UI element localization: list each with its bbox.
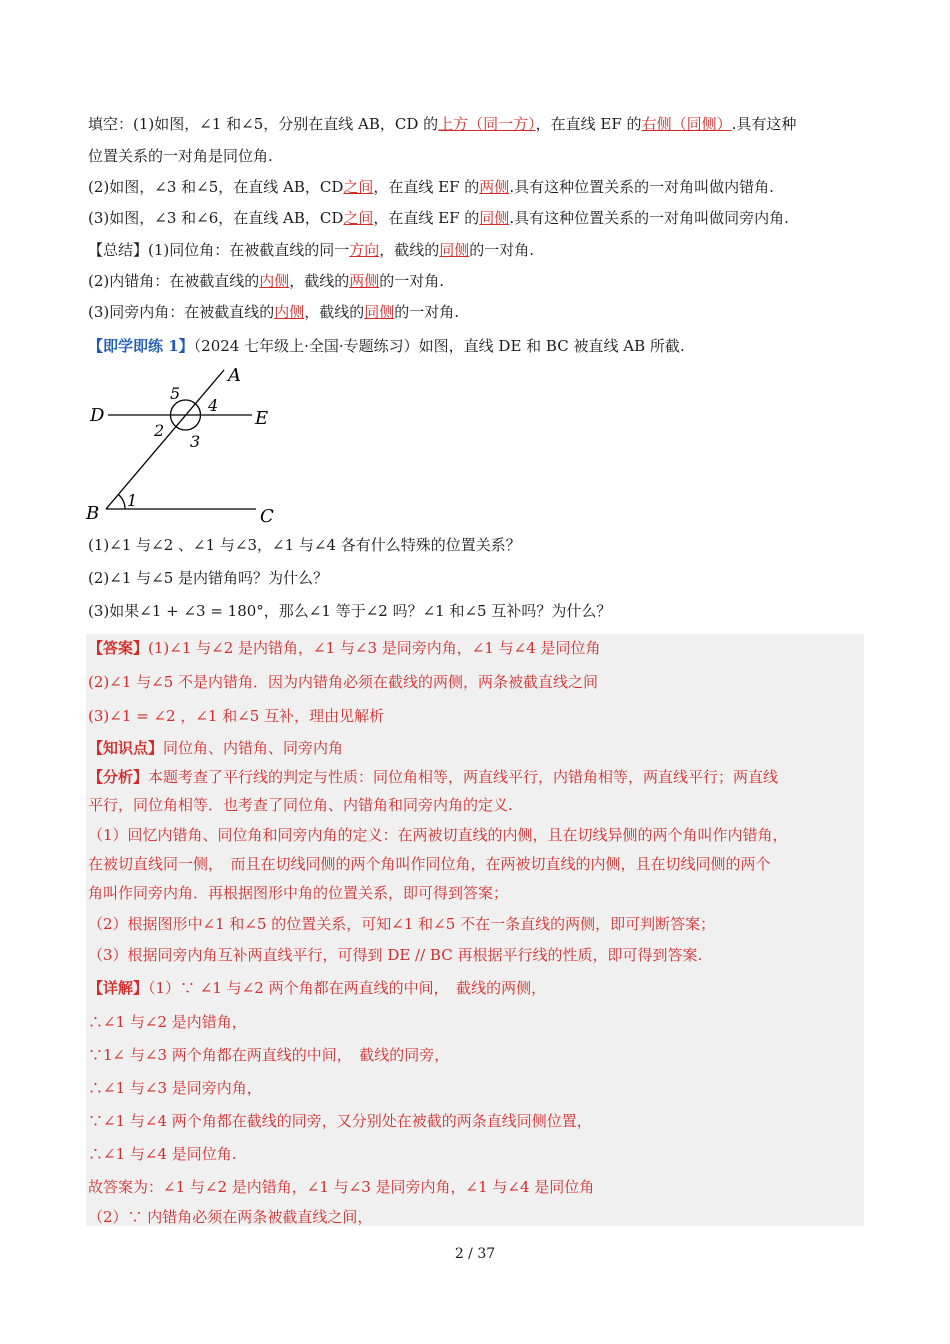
- intro-line-3: [88, 177, 864, 197]
- answer-fill: 同侧: [439, 241, 470, 259]
- summary-text: 的一对角.: [379, 272, 445, 290]
- exercise-heading: [88, 336, 864, 356]
- answer-fill: 两侧: [349, 272, 380, 290]
- section-text: 本题考查了平行线的判定与性质：同位角相等，两直线平行，内错角相等，两直线平行；两直线: [148, 768, 779, 786]
- summary-text: ，截线的: [304, 303, 365, 321]
- label-b: B: [86, 503, 100, 524]
- answer-line-3: (3)∠1 = ∠2 ，∠1 和∠5 互补，理由见解析: [88, 707, 385, 725]
- answer-fill: 右侧（同侧）: [641, 115, 732, 133]
- detail-line-2: ∴∠1 与∠2 是内错角，: [88, 1013, 247, 1031]
- question-2: (2)∠1 与∠5 是内错角吗？为什么？: [88, 569, 329, 587]
- summary-line-2: [88, 271, 864, 291]
- summary-line-3: [88, 302, 864, 322]
- answer-fill: 同侧: [479, 209, 510, 227]
- label-c: C: [260, 506, 274, 527]
- analysis-line-3: （1）回忆内错角、同位角和同旁内角的定义：在两被切直线的内侧，且在切线异侧的两个角叫作内错角，: [88, 826, 788, 844]
- summary-text: 【总结】(1)同位角：在被截直线的同一: [88, 241, 350, 259]
- analysis-line-2: 平行，同位角相等．也考查了同位角、内错角和同旁内角的定义.: [88, 796, 513, 814]
- summary-text: ，截线的: [289, 272, 350, 290]
- intro-text: 填空：(1)如图，∠1 和∠5，分别在直线 AB，CD 的: [88, 115, 439, 133]
- detail-line-3: ∵1∠ 与∠3 两个角都在两直线的中间， 截线的同旁，: [88, 1046, 450, 1064]
- angle-1-arc: [118, 495, 125, 510]
- analysis-line-5: 角叫作同旁内角．再根据图形中角的位置关系，即可得到答案；: [88, 884, 509, 902]
- angle-label-2: 2: [154, 421, 165, 440]
- summary-line-1: [88, 240, 864, 260]
- section-text: 同位角、内错角、同旁内角: [163, 739, 344, 757]
- exercise-tag: 【即学即练 1】: [88, 337, 194, 355]
- section-tag: 【答案】: [88, 639, 149, 657]
- summary-text: 的一对角.: [394, 303, 460, 321]
- knowledge-point: [88, 738, 864, 758]
- geometry-figure: [84, 362, 284, 528]
- intro-text: .具有这种位置关系的一对角叫做同旁内角.: [509, 209, 789, 227]
- intro-text: .具有这种: [731, 115, 797, 133]
- answer-fill: 内侧: [274, 303, 305, 321]
- intro-line-1: [88, 114, 864, 134]
- analysis-line-4: 在被切直线同一侧， 而且在切线同侧的两个角叫作同位角，在两被切直线的内侧，且在切线同侧的两个: [88, 855, 771, 873]
- angle-label-4: 4: [208, 396, 219, 415]
- angle-label-3: 3: [190, 432, 201, 451]
- answer-fill: 之间: [343, 178, 374, 196]
- label-d: D: [90, 405, 105, 426]
- detail-line-6: ∴∠1 与∠4 是同位角.: [88, 1145, 237, 1163]
- intro-text: ，在直线 EF 的: [373, 178, 480, 196]
- question-1: (1)∠1 与∠2 、∠1 与∠3，∠1 与∠4 各有什么特殊的位置关系？: [88, 536, 521, 554]
- detail-line-8: （2）∵ 内错角必须在两条被截直线之间，: [88, 1208, 373, 1226]
- intro-line-4: [88, 208, 864, 228]
- intro-text: ，在直线 EF 的: [373, 209, 480, 227]
- section-text: (1)∠1 与∠2 是内错角，∠1 与∠3 是同旁内角，∠1 与∠4 是同位角: [148, 639, 601, 657]
- detail-line-4: ∴∠1 与∠3 是同旁内角，: [88, 1079, 262, 1097]
- section-tag: 【分析】: [88, 768, 149, 786]
- label-e: E: [255, 408, 269, 429]
- intro-line-2: 位置关系的一对角是同位角.: [88, 147, 273, 165]
- detail-line-7: 故答案为：∠1 与∠2 是内错角，∠1 与∠3 是同旁内角，∠1 与∠4 是同位角: [88, 1178, 595, 1196]
- analysis-line-1: [88, 767, 864, 787]
- analysis-line-7: （3）根据同旁内角互补两直线平行，可得到 DE // BC 再根据平行线的性质，即可得到答案.: [88, 946, 703, 964]
- answer-fill: 上方（同一方）: [438, 115, 536, 133]
- line-ab: [106, 370, 224, 509]
- answer-line-1: [88, 638, 864, 658]
- exercise-text: （2024 七年级上·全国·专题练习）如图，直线 DE 和 BC 被直线 AB 所截.: [193, 337, 685, 355]
- section-tag: 【知识点】: [88, 739, 164, 757]
- intro-text: (2)如图，∠3 和∠5，在直线 AB，CD: [88, 178, 344, 196]
- summary-text: 的一对角.: [469, 241, 535, 259]
- section-text: （1）∵ ∠1 与∠2 两个角都在两直线的中间， 截线的两侧，: [148, 979, 547, 997]
- page-number: 2 / 37: [454, 1246, 496, 1262]
- angle-label-5: 5: [170, 384, 181, 403]
- summary-text: (3)同旁内角：在被截直线的: [88, 303, 275, 321]
- answer-fill: 两侧: [479, 178, 510, 196]
- question-3: (3)如果∠1 + ∠3 = 180°，那么∠1 等于∠2 吗？∠1 和∠5 互补吗？为什么？: [88, 602, 612, 620]
- summary-text: (2)内错角：在被截直线的: [88, 272, 260, 290]
- analysis-line-6: （2）根据图形中∠1 和∠5 的位置关系，可知∠1 和∠5 不在一条直线的两侧，即可判断答案；: [88, 915, 716, 933]
- intro-text: (3)如图，∠3 和∠6，在直线 AB，CD: [88, 209, 344, 227]
- detail-line-5: ∵∠1 与∠4 两个角都在截线的同旁，又分别处在被截的两条直线同侧位置，: [88, 1112, 592, 1130]
- label-a: A: [228, 365, 241, 386]
- detail-line-1: [88, 978, 864, 998]
- answer-fill: 同侧: [364, 303, 395, 321]
- section-tag: 【详解】: [88, 979, 149, 997]
- answer-line-2: (2)∠1 与∠5 不是内错角．因为内错角必须在截线的两侧，两条被截直线之间: [88, 673, 599, 691]
- answer-fill: 之间: [343, 209, 374, 227]
- angle-label-1: 1: [127, 491, 138, 510]
- answer-fill: 内侧: [259, 272, 290, 290]
- answer-fill: 方向: [349, 241, 380, 259]
- summary-text: ，截线的: [379, 241, 440, 259]
- intro-text: .具有这种位置关系的一对角叫做内错角.: [509, 178, 774, 196]
- intro-text: ，在直线 EF 的: [535, 115, 642, 133]
